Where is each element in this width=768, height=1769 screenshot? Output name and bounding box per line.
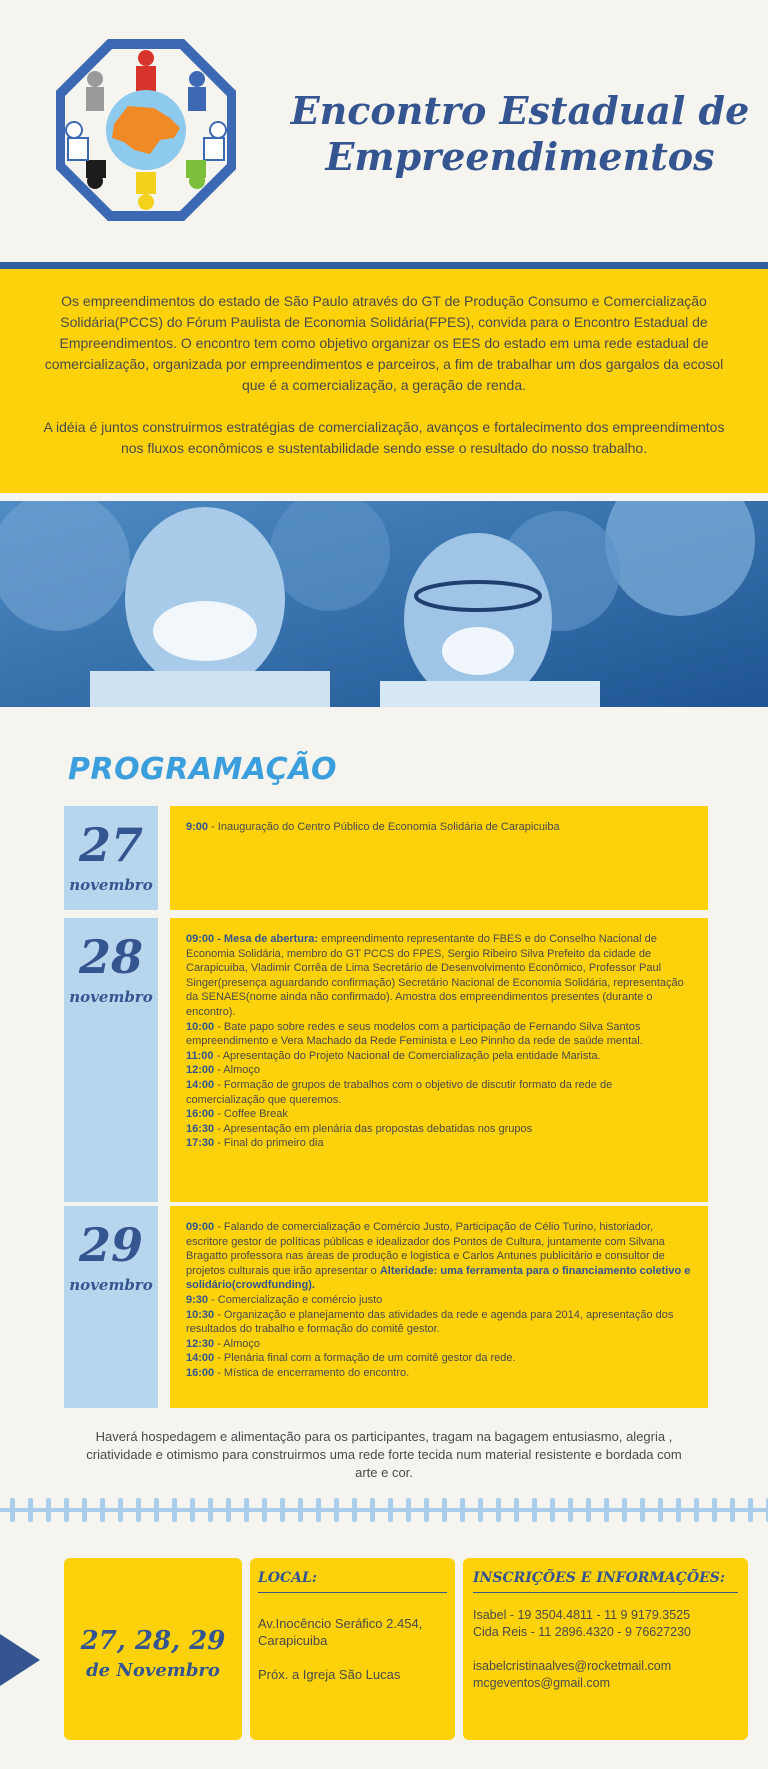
schedule-item: 12:30 - Almoço xyxy=(186,1337,260,1350)
event-dates: 27, 28, 29 xyxy=(80,1626,226,1656)
title-line-2: Empreendimentos xyxy=(325,134,715,179)
title-line-1: Encontro Estadual de xyxy=(290,88,750,133)
ruler-divider xyxy=(0,1490,768,1530)
event-month: de Novembro xyxy=(86,1660,220,1681)
intro-section xyxy=(0,269,768,493)
schedule-item: 14:00 - Formação de grupos de trabalhos com o objetivo de discutir formato da rede de comercialização que queremos. xyxy=(186,1078,613,1106)
intro-paragraph-2: A idéia é juntos construirmos estratégias de comercialização, avanços e fortalecimento dos empreendimentos nos fluxos econômicos e sustentabilidade sendo esse o resultado do nosso trabalho. xyxy=(43,419,725,456)
day-block-29 xyxy=(64,1206,708,1408)
day-number: 27 xyxy=(78,818,143,872)
registration-box xyxy=(463,1558,748,1740)
date-box xyxy=(64,806,158,910)
schedule-item: 16:30 - Apresentação em plenária das propostas debatidas nos grupos xyxy=(186,1122,533,1135)
schedule-item: 16:00 - Mística de encerramento do encontro. xyxy=(186,1366,410,1379)
header xyxy=(0,0,768,262)
day-schedule xyxy=(170,918,708,1202)
arrow-right-icon xyxy=(0,1634,40,1686)
day-month: novembro xyxy=(69,1276,153,1294)
divider xyxy=(0,262,768,269)
solidarity-logo-icon xyxy=(56,30,236,230)
date-box xyxy=(64,918,158,1202)
people-photo xyxy=(0,501,768,707)
contact-info xyxy=(473,1607,738,1692)
date-box xyxy=(64,1206,158,1408)
day-block-28 xyxy=(64,918,708,1202)
location-reference: Próx. a Igreja São Lucas xyxy=(258,1667,401,1682)
location-box xyxy=(250,1558,455,1740)
event-dates-box xyxy=(64,1558,242,1740)
schedule-item: 9:00 - Inauguração do Centro Público de Economia Solidária de Carapicuiba xyxy=(186,821,560,833)
schedule-item: 9:30 - Comercialização e comércio justo xyxy=(186,1293,383,1306)
schedule-item: 09:00 - Falando de comercialização e Comércio Justo, Participação de Célio Turino, historiador, escritore gestor de políticas públicas e idealizador dos Pontos de Cultura, juntamente com Silvana Bragatto professora nas áreas de produção e logistica e Carlos Antunes publicitário e consultor de projetos culturais que irão apresentar o Alteridade: uma ferramenta para o financiamento coletivo e solidário(crowdfunding). xyxy=(186,1221,691,1292)
program-title: PROGRAMAÇÃO xyxy=(68,752,337,787)
schedule-item: 17:30 - Final do primeiro dia xyxy=(186,1137,324,1150)
schedule-item: 11:00 - Apresentação do Projeto Nacional de Comercialização pela entidade Marista. xyxy=(186,1049,601,1062)
phone-isabel: Isabel - 19 3504.4811 - 11 9 9179.3525 xyxy=(473,1608,691,1622)
email-link[interactable]: isabelcristinaalves@rocketmail.com xyxy=(473,1659,672,1673)
day-block-27 xyxy=(64,806,708,910)
schedule-item: 10:00 - Bate papo sobre redes e seus modelos com a participação de Fernando Silva Santos empreendimento e Vera Machado da Rede Feminista e Leo Pinnho da rede de saúde mental. xyxy=(186,1020,643,1048)
schedule-item: 16:00 - Coffee Break xyxy=(186,1108,288,1121)
registration-title: INSCRIÇÕES E INFORMAÇÕES: xyxy=(473,1570,738,1593)
day-schedule xyxy=(170,806,708,910)
day-month: novembro xyxy=(69,988,153,1006)
intro-paragraph-1: Os empreendimentos do estado de São Paulo através do GT de Produção Consumo e Comercialização Solidária(PCCS) do Fórum Paulista de Economia Solidária(FPES), convida para o Encontro Estadual de Empreendimentos. O encontro tem como objetivo organizar os EES do estado em uma rede estadual de comercialização, organizada por empreendimentos e parceiros, a fim de trabalhar um dos gargalos da ecosol que é a comercialização, a geração de renda. xyxy=(44,293,724,393)
day-number: 29 xyxy=(78,1218,143,1272)
closing-message: Haverá hospedagem e alimentação para os participantes, tragam na bagagem entusiasmo, alegria , criatividade e otimismo para construirmos uma rede forte tecida num material resistente e bordada com arte e cor. xyxy=(86,1429,682,1480)
day-month: novembro xyxy=(69,876,153,894)
day-schedule xyxy=(170,1206,708,1408)
page-title xyxy=(290,88,750,180)
schedule-item: 09:00 - Mesa de abertura: empreendimento representante do FBES e do Conselho Nacional de Economia Solidária, membro do GT PCCS do FPES, Sergio Ribeiro Silva Prefeito da cidade de Carapicuiba, Vladimir Corrêa de Lima Secretário de Desenvolvimento Econômico, Professor Paul Singer(presença aguardando confirmação) Secretário Nacional de Economia Solidária, representação da SENAES(nome ainda não confirmado). Amostra dos empreendimentos presentes (durante o encontro). xyxy=(186,933,684,1018)
address: Av.Inocêncio Seráfico 2.454, Carapicuiba Próx. a Igreja São Lucas xyxy=(258,1615,447,1683)
location-title: LOCAL: xyxy=(258,1570,447,1593)
schedule-item: 14:00 - Plenária final com a formação de um comitê gestor da rede. xyxy=(186,1352,516,1365)
schedule-item: 10:30 - Organização e planejamento das atividades da rede e agenda para 2014, apresentação dos resultados do trabalho e formação do comitê gestor. xyxy=(186,1308,674,1336)
day-number: 28 xyxy=(78,930,143,984)
schedule-item: 12:00 - Almoço xyxy=(186,1064,260,1077)
phone-cida: Cida Reis - 11 2896.4320 - 9 76627230 xyxy=(473,1625,691,1639)
email-link[interactable]: mcgeventos@gmail.com xyxy=(473,1676,611,1690)
